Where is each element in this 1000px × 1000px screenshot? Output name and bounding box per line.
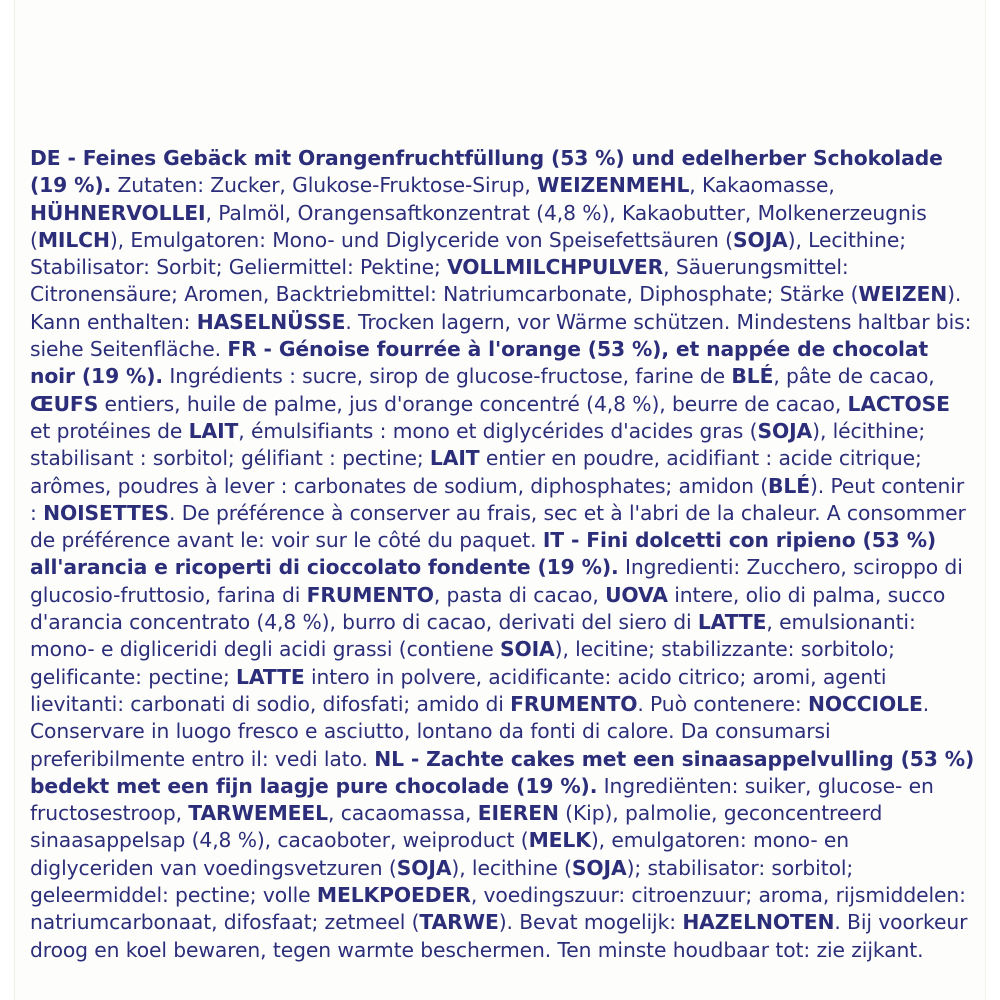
emphasised-text: FRUMENTO: [306, 582, 434, 607]
emphasised-text: LATTE: [236, 664, 305, 689]
body-text: ), lécithine; stabilisant : sorbitol; gélifiant : pectine;: [30, 418, 926, 471]
body-text: (Kip), palmolie, geconcentreerd sinaasappelsap (4,8 %), cacaoboter, weiproduct (: [30, 801, 883, 853]
body-text: , pasta di cacao,: [433, 582, 606, 607]
body-text: . Trocken lagern, vor Wärme schützen. Mindestens haltbar bis: siehe Seitenfläche.: [30, 309, 972, 362]
emphasised-text: MELK: [528, 828, 591, 853]
body-text: , Kakaomasse,: [689, 173, 835, 198]
body-text: ); stabilisator: sorbitol; geleermiddel: pectine; volle: [30, 855, 854, 908]
body-text: intere, olio di palma, succo d'arancia concentrato (4,8 %), burro di cacao, derivati del siero di: [30, 582, 946, 635]
emphasised-text: SOJA: [571, 855, 627, 880]
body-text: , Palmöl, Orangensaftkonzentrat (4,8 %), Kakaobutter, Molkenerzeugnis (: [30, 200, 927, 252]
emphasised-text: NL - Zachte cakes met een sinaasappelvulling (53 %) bedekt met een fijn laagje pure chocolade (19 %).: [30, 746, 975, 798]
body-text: , voedingszuur: citroenzuur; aroma, rijsmiddelen: natriumcarbonaat, difosfaat; zetmeel (: [30, 883, 966, 935]
emphasised-text: WEIZENMEHL: [537, 173, 690, 198]
emphasised-text: MELKPOEDER: [316, 883, 471, 908]
emphasised-text: SOIA: [499, 637, 555, 662]
ingredients-text: [30, 145, 975, 964]
emphasised-text: WEIZEN: [858, 282, 948, 307]
body-text: ). Peut contenir :: [30, 473, 965, 525]
body-text: , cacaomassa,: [328, 801, 478, 826]
body-text: ), Lecithine; Stabilisator: Sorbit; Geliermittel: Pektine;: [30, 227, 906, 280]
body-text: . Bij voorkeur droog en koel bewaren, tegen warmte beschermen. Ten minste houdbaar tot: zie zijkant.: [30, 910, 968, 962]
emphasised-text: BLÉ: [768, 473, 810, 498]
emphasised-text: SOJA: [396, 855, 452, 880]
body-text: ). Bevat mogelijk:: [498, 910, 683, 935]
body-text: , pâte de cacao,: [773, 364, 935, 389]
body-text: Zutaten: Zucker, Glukose-Fruktose-Sirup,: [111, 173, 538, 198]
body-text: Ingredienti: Zucchero, sciroppo di glucosio-fruttosio, farina di: [30, 555, 963, 607]
emphasised-text: ŒUFS: [30, 391, 99, 416]
emphasised-text: NOCCIOLE: [807, 691, 923, 716]
body-text: Ingrediënten: suiker, glucose- en fructosestroop,: [30, 773, 934, 826]
emphasised-text: EIEREN: [477, 801, 559, 826]
emphasised-text: VOLLMILCHPULVER: [447, 255, 664, 280]
body-text: ), emulgatoren: mono- en diglyceriden van voedingsvetzuren (: [30, 828, 850, 880]
emphasised-text: IT - Fini dolcetti con ripieno (53 %) all'arancia e ricoperti di cioccolato fondente (19 %).: [30, 528, 937, 580]
emphasised-text: LATTE: [697, 610, 767, 635]
emphasised-text: HASELNÜSSE: [196, 309, 346, 334]
body-text: Ingrédients : sucre, sirop de glucose-fructose, farine de: [163, 364, 732, 389]
emphasised-text: FRUMENTO: [510, 691, 638, 716]
emphasised-text: TARWEMEEL: [188, 801, 329, 826]
body-text: . Può contenere:: [637, 691, 808, 716]
body-text: . Conservare in luogo fresco e asciutto, lontano da fonti di calore. Da consumarsi preferibilmente entro il: vedi lato.: [30, 691, 930, 771]
emphasised-text: MILCH: [37, 227, 110, 252]
body-text: ), lecitine; stabilizzante: sorbitolo; gelificante: pectine;: [30, 637, 895, 689]
body-text: , Säuerungsmittel: Citronensäure; Aromen, Backtriebmittel: Natriumcarbonate, Diphosphate; Stärke (: [30, 255, 859, 307]
body-text: et protéines de: [30, 418, 189, 443]
emphasised-text: DE - Feines Gebäck mit Orangenfruchtfüllung (53 %) und edelherber Schokolade (19 %).: [30, 146, 943, 198]
emphasised-text: SOJA: [732, 227, 788, 252]
emphasised-text: NOISETTES: [43, 500, 170, 525]
body-text: ). Kann enthalten:: [30, 282, 962, 334]
body-text: , emulsionanti: mono- e digliceridi degli acidi grassi (contiene: [30, 610, 916, 662]
emphasised-text: FR - Génoise fourrée à l'orange (53 %), et nappée de chocolat noir (19 %).: [30, 337, 929, 389]
body-text: ), lecithine (: [451, 855, 572, 880]
emphasised-text: BLÉ: [731, 364, 774, 389]
body-text: intero in polvere, acidificante: acido citrico; aromi, agenti lievitanti: carbonati di sodio, difosfati; amido di: [30, 664, 887, 716]
body-text: ), Emulgatoren: Mono- und Diglyceride von Speisefettsäuren (: [109, 227, 733, 252]
emphasised-text: TARWE: [419, 910, 499, 935]
emphasised-text: HAZELNOTEN: [682, 910, 835, 935]
body-text: . De préférence à conserver au frais, sec et à l'abri de la chaleur. A consommer de préférence avant le: voir sur le côté du paquet.: [30, 500, 966, 553]
emphasised-text: LACTOSE: [847, 391, 950, 416]
body-text: , émulsifiants : mono et diglycérides d'acides gras (: [238, 418, 758, 443]
body-text: entier en poudre, acidifiant : acide citrique; arômes, poudres à lever : carbonates de sodium, diphosphates; amidon (: [30, 446, 922, 498]
emphasised-text: UOVA: [605, 582, 668, 607]
emphasised-text: LAIT: [188, 418, 239, 443]
emphasised-text: LAIT: [429, 446, 480, 471]
body-text: entiers, huile de palme, jus d'orange concentré (4,8 %), beurre de cacao,: [98, 391, 848, 416]
emphasised-text: SOJA: [757, 418, 813, 443]
emphasised-text: HÜHNERVOLLEI: [30, 200, 206, 225]
